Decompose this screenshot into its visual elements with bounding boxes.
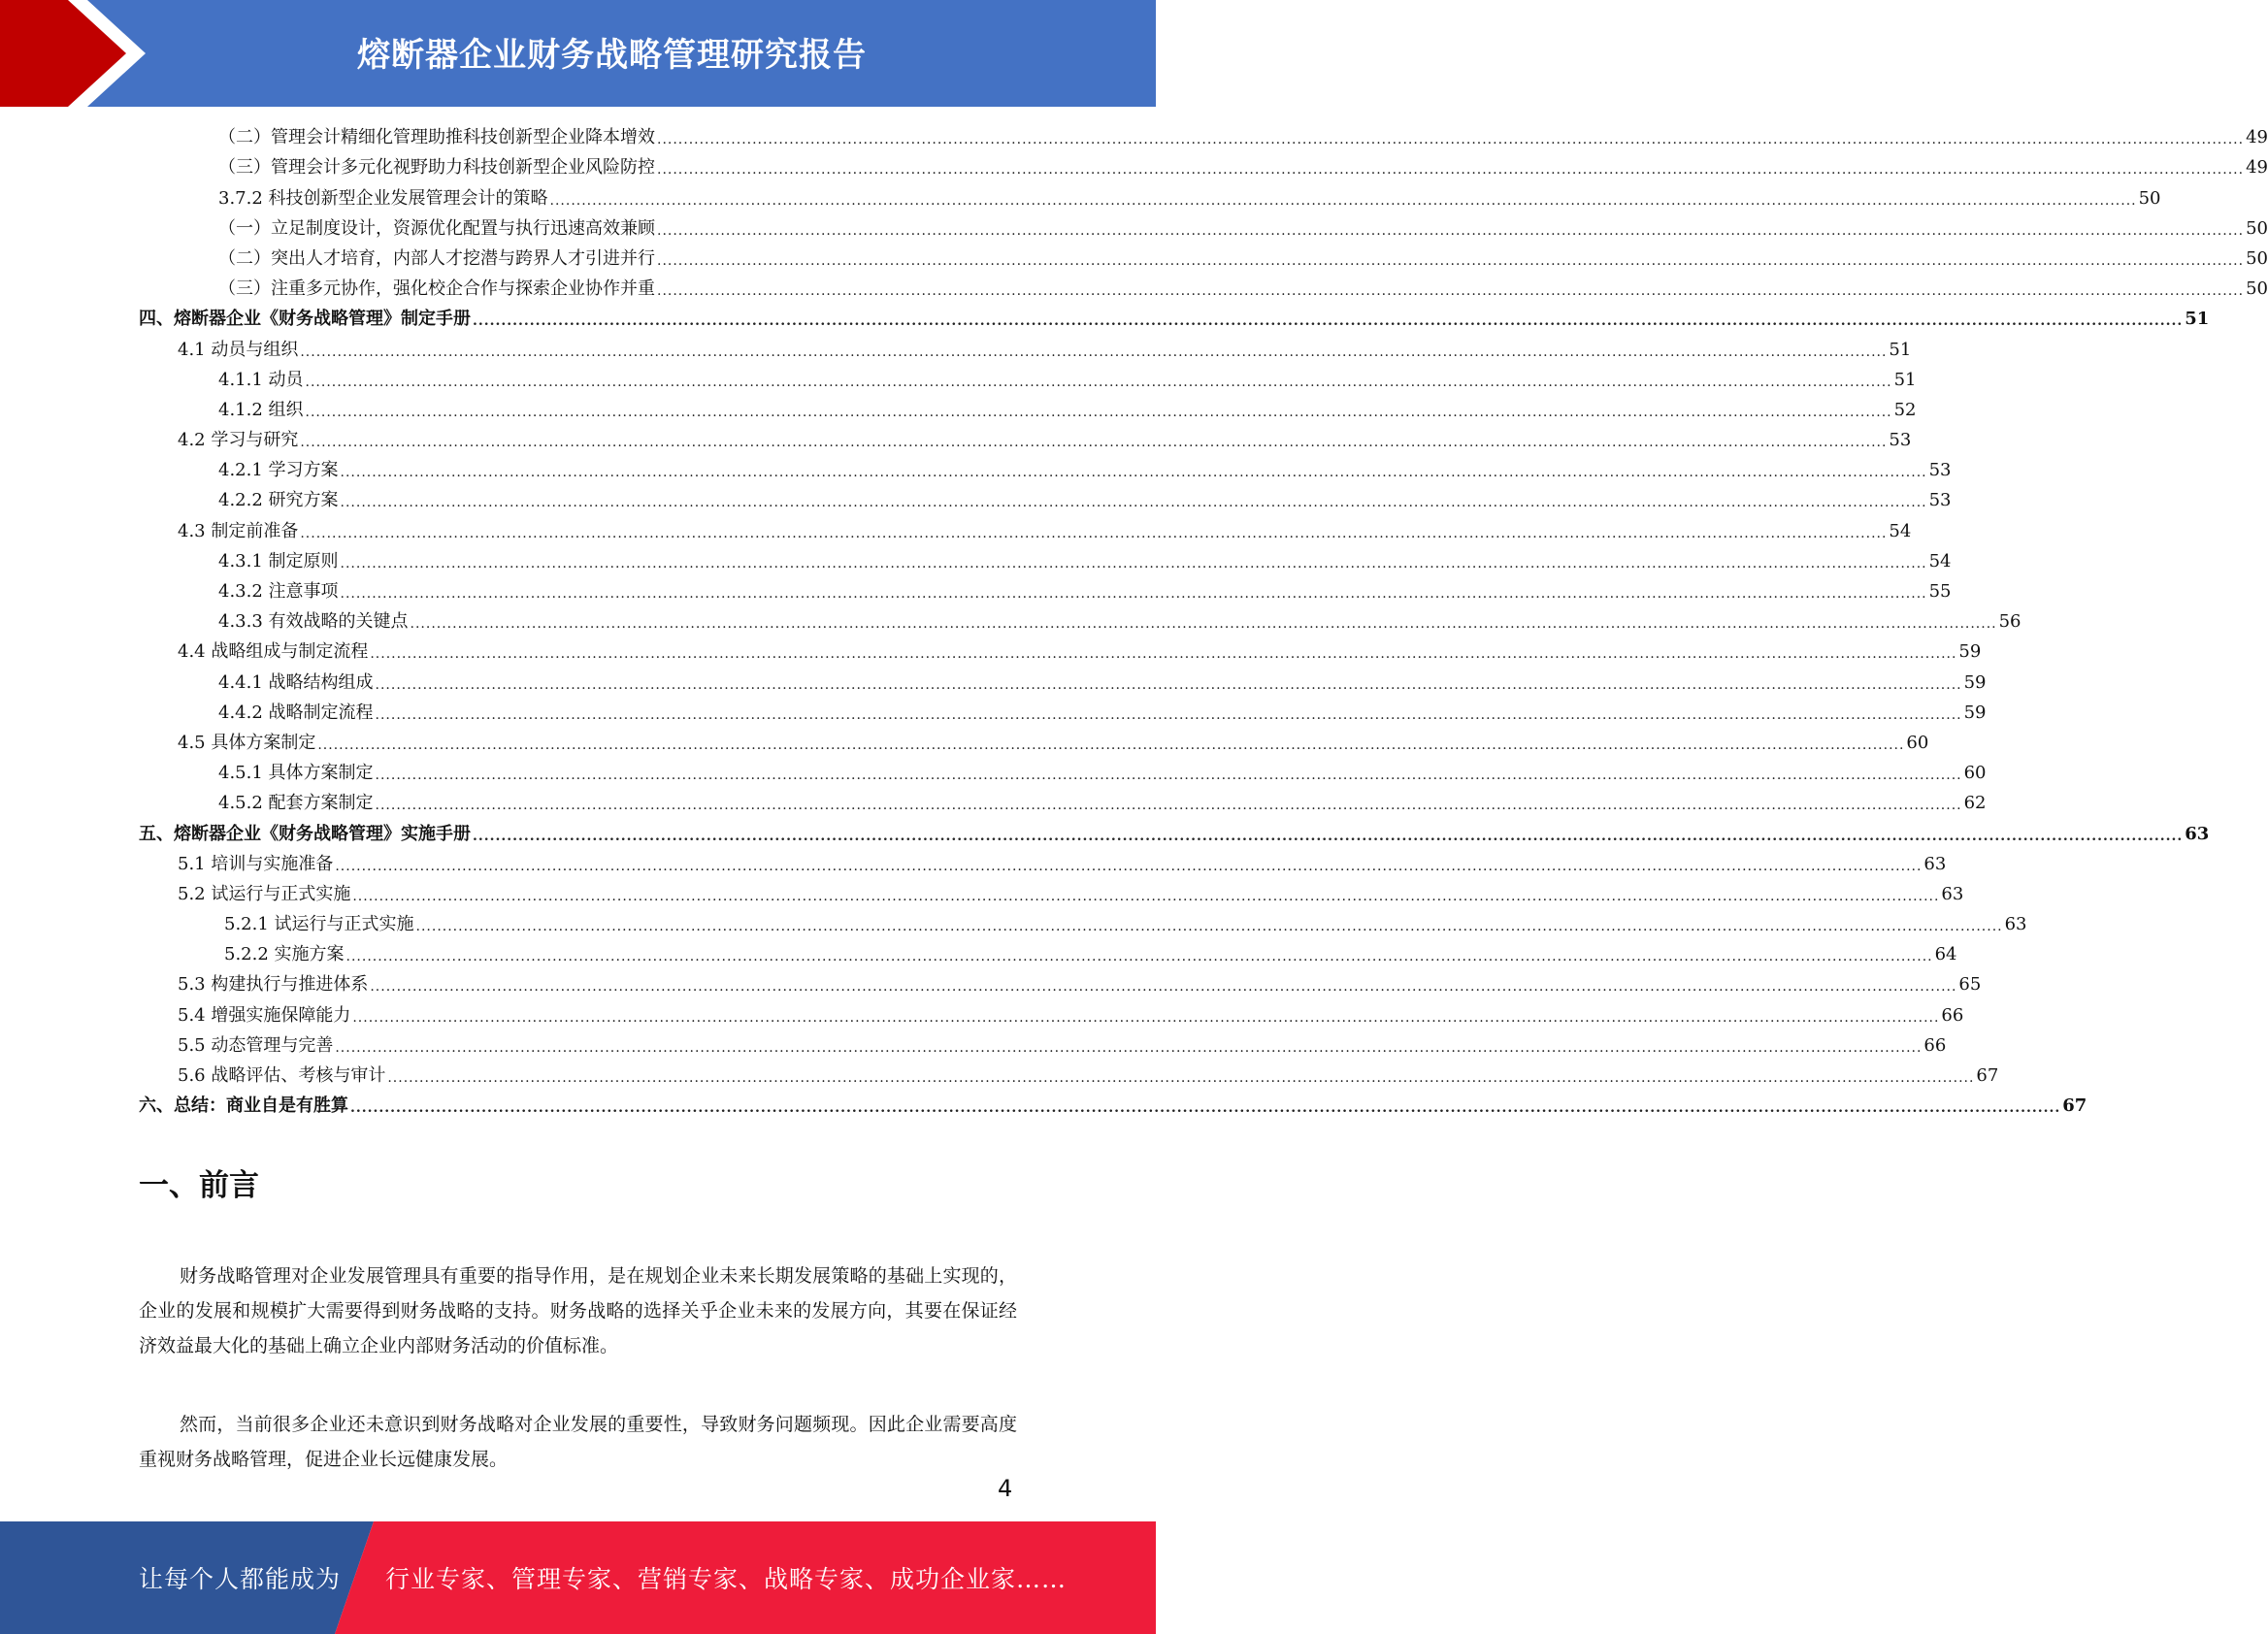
footer-slogan-right: 行业专家、管理专家、营销专家、战略专家、成功企业家……: [385, 1565, 1068, 1593]
toc-entry-title: 5.5 动态管理与完善: [178, 1034, 334, 1056]
toc-entry-title: （二）突出人才培育，内部人才挖潜与跨界人才引进并行: [218, 247, 655, 269]
toc-entry-title: 4.3.1 制定原则: [218, 550, 339, 572]
toc-dot-leader: ............................................................................................................................................................................................................................................................................................................: [340, 465, 1927, 481]
toc-entry-page: 52: [1893, 399, 1917, 420]
toc-entry-page: 53: [1889, 430, 1912, 451]
page-number: 4: [998, 1475, 1013, 1502]
toc-entry-title: 5.1 培训与实施准备: [178, 853, 334, 874]
toc-entry-page: 59: [1963, 702, 1987, 723]
toc-dot-leader: ............................................................................................................................................................................................................................................................................................................: [375, 676, 1962, 693]
toc-entry[interactable]: [139, 365, 1917, 395]
toc-entry-page: 67: [2062, 1095, 2087, 1117]
toc-entry-title: 5.2 试运行与正式实施: [178, 883, 351, 904]
toc-entry-title: 五、熔断器企业《财务战略管理》实施手册: [139, 823, 471, 844]
toc-entry-title: 4.1 动员与组织: [178, 339, 299, 360]
toc-dot-leader: ............................................................................................................................................................................................................................................................................................................: [352, 1009, 1940, 1026]
toc-dot-leader: ............................................................................................................................................................................................................................................................................................................: [657, 162, 2245, 179]
toc-entry-page: 60: [1963, 763, 1987, 784]
toc-entry[interactable]: [139, 576, 1952, 606]
toc-entry-title: 3.7.2 科技创新型企业发展管理会计的策略: [218, 187, 548, 209]
toc-entry-page: 65: [1958, 974, 1982, 996]
toc-entry[interactable]: [139, 334, 1912, 364]
toc-entry-page: 63: [1923, 853, 1947, 874]
toc-dot-leader: ............................................................................................................................................................................................................................................................................................................: [352, 888, 1940, 904]
toc-entry-page: 50: [2246, 278, 2268, 300]
toc-entry-page: 51: [1889, 339, 1912, 360]
toc-entry[interactable]: [139, 698, 1987, 728]
toc-entry-page: 63: [1941, 883, 1964, 904]
header-title: 熔断器企业财务战略管理研究报告: [357, 35, 867, 75]
toc-entry-page: 50: [2246, 217, 2268, 239]
toc-entry-title: 4.5.1 具体方案制定: [218, 763, 374, 784]
toc-dot-leader: ............................................................................................................................................................................................................................................................................................................: [350, 1100, 2061, 1117]
toc-entry-page: 59: [1963, 671, 1987, 693]
page-footer: [0, 1521, 1156, 1634]
toc-entry[interactable]: [139, 909, 2027, 939]
toc-entry-title: 4.5 具体方案制定: [178, 732, 316, 753]
toc-dot-leader: ............................................................................................................................................................................................................................................................................................................: [340, 495, 1927, 511]
toc-entry[interactable]: [139, 849, 1947, 879]
toc-entry[interactable]: [139, 515, 1912, 545]
toc-entry-page: 64: [1934, 944, 1957, 965]
toc-entry-title: 5.6 战略评估、考核与审计: [178, 1065, 386, 1086]
toc-entry-title: 4.5.2 配套方案制定: [218, 793, 374, 814]
toc-entry[interactable]: [139, 879, 1964, 909]
toc-entry-title: 5.2.1 试运行与正式实施: [224, 914, 414, 935]
toc-entry[interactable]: [139, 182, 2161, 212]
toc-entry-page: 51: [2185, 309, 2210, 330]
toc-dot-leader: ............................................................................................................................................................................................................................................................................................................: [410, 616, 1997, 633]
toc-dot-leader: ............................................................................................................................................................................................................................................................................................................: [370, 646, 1957, 663]
toc-entry-page: 53: [1928, 490, 1952, 511]
toc-entry-title: 4.4.1 战略结构组成: [218, 671, 374, 693]
toc-entry-title: 4.1.1 动员: [218, 369, 304, 390]
toc-entry-title: 5.3 构建执行与推进体系: [178, 974, 369, 996]
toc-entry-title: 六、总结：商业自是有胜算: [139, 1095, 348, 1117]
toc-dot-leader: ............................................................................................................................................................................................................................................................................................................: [317, 736, 1905, 753]
toc-entry-page: 50: [2138, 187, 2161, 209]
toc-entry-page: 53: [1928, 460, 1952, 481]
toc-entry-page: 63: [2004, 914, 2027, 935]
toc-entry[interactable]: [139, 758, 1987, 788]
toc-entry[interactable]: [139, 788, 1987, 818]
toc-entry-title: （二）管理会计精细化管理助推科技创新型企业降本增效: [218, 127, 655, 148]
toc-entry-page: 56: [1998, 611, 2021, 633]
toc-entry[interactable]: [139, 999, 1964, 1029]
toc-dot-leader: ............................................................................................................................................................................................................................................................................................................: [305, 374, 1892, 390]
toc-entry-title: 4.3.2 注意事项: [218, 581, 339, 602]
toc-dot-leader: ............................................................................................................................................................................................................................................................................................................: [305, 404, 1892, 420]
toc-entry[interactable]: [139, 213, 2268, 244]
toc-entry[interactable]: [139, 606, 2021, 637]
toc-entry-title: 4.4.2 战略制定流程: [218, 702, 374, 723]
toc-entry[interactable]: [139, 455, 1952, 485]
toc-entry[interactable]: [139, 728, 1929, 758]
toc-entry-page: 66: [1941, 1004, 1964, 1026]
toc-entry-title: 四、熔断器企业《财务战略管理》制定手册: [139, 309, 471, 330]
toc-entry-title: 4.2.1 学习方案: [218, 460, 339, 481]
toc-entry-page: 49: [2246, 157, 2268, 179]
toc-entry-title: （三）管理会计多元化视野助力科技创新型企业风险防控: [218, 157, 655, 179]
toc-dot-leader: ............................................................................................................................................................................................................................................................................................................: [375, 798, 1962, 814]
toc-entry[interactable]: [139, 274, 2268, 304]
toc-entry-page: 66: [1923, 1034, 1947, 1056]
toc-dot-leader: ............................................................................................................................................................................................................................................................................................................: [387, 1070, 1975, 1086]
toc-dot-leader: ............................................................................................................................................................................................................................................................................................................: [345, 949, 1933, 965]
toc-entry-page: 63: [2185, 823, 2210, 844]
toc-dot-leader: ............................................................................................................................................................................................................................................................................................................: [300, 525, 1888, 541]
toc-entry-title: 5.4 增强实施保障能力: [178, 1004, 351, 1026]
toc-dot-leader: ............................................................................................................................................................................................................................................................................................................: [335, 1039, 1923, 1056]
toc-dot-leader: ............................................................................................................................................................................................................................................................................................................: [300, 343, 1888, 360]
toc-entry[interactable]: [139, 939, 1957, 969]
toc-entry-page: 59: [1958, 641, 1982, 663]
toc-dot-leader: ............................................................................................................................................................................................................................................................................................................: [657, 222, 2245, 239]
toc-dot-leader: ............................................................................................................................................................................................................................................................................................................: [549, 192, 2137, 209]
toc-dot-leader: ............................................................................................................................................................................................................................................................................................................: [415, 919, 2003, 935]
toc-entry-title: 4.3 制定前准备: [178, 520, 299, 541]
footer-slogan-left: 让每个人都能成为: [139, 1565, 342, 1593]
toc-dot-leader: ............................................................................................................................................................................................................................................................................................................: [657, 283, 2245, 300]
body-paragraph-2: 然而，当前很多企业还未意识到财务战略对企业发展的重要性，导致财务问题频现。因此企业需要高度重视财务战略管理，促进企业长远健康发展。: [139, 1414, 1017, 1470]
toc-entry-title: 5.2.2 实施方案: [224, 944, 345, 965]
toc-dot-leader: ............................................................................................................................................................................................................................................................................................................: [657, 132, 2245, 148]
toc-entry[interactable]: [139, 969, 1982, 999]
toc-entry[interactable]: [139, 1091, 2087, 1121]
toc-entry-page: 62: [1963, 793, 1987, 814]
toc-entry[interactable]: [139, 637, 1982, 667]
toc-dot-leader: ............................................................................................................................................................................................................................................................................................................: [473, 828, 2184, 844]
toc-entry-page: 54: [1928, 550, 1952, 572]
toc-entry-title: （三）注重多元协作，强化校企合作与探索企业协作并重: [218, 278, 655, 300]
toc-entry-page: 49: [2246, 127, 2268, 148]
toc-entry[interactable]: [139, 485, 1952, 515]
toc-entry-title: 4.2 学习与研究: [178, 430, 299, 451]
toc-dot-leader: ............................................................................................................................................................................................................................................................................................................: [370, 979, 1957, 996]
toc-dot-leader: ............................................................................................................................................................................................................................................................................................................: [335, 858, 1923, 874]
toc-entry[interactable]: [139, 1061, 1999, 1091]
toc-entry-page: 51: [1893, 369, 1917, 390]
toc-dot-leader: ............................................................................................................................................................................................................................................................................................................: [340, 586, 1927, 602]
toc-entry-page: 60: [1906, 732, 1929, 753]
toc-entry-page: 67: [1976, 1065, 1999, 1086]
toc-entry-title: 4.1.2 组织: [218, 399, 304, 420]
toc-entry[interactable]: [139, 818, 2210, 848]
toc-entry[interactable]: [139, 304, 2210, 334]
toc-entry-page: 54: [1889, 520, 1912, 541]
toc-entry-page: 55: [1928, 581, 1952, 602]
toc-entry-page: 50: [2246, 247, 2268, 269]
toc-dot-leader: ............................................................................................................................................................................................................................................................................................................: [340, 555, 1927, 572]
toc-entry-title: 4.4 战略组成与制定流程: [178, 641, 369, 663]
toc-dot-leader: ............................................................................................................................................................................................................................................................................................................: [657, 252, 2245, 269]
page-header: [0, 0, 1156, 107]
section-title: 一、前言: [139, 1168, 259, 1203]
toc-entry[interactable]: [139, 244, 2268, 274]
table-of-contents: [139, 122, 2268, 1121]
body-paragraph-1: 财务战略管理对企业发展管理具有重要的指导作用，是在规划企业未来长期发展策略的基础上实现的，企业的发展和规模扩大需要得到财务战略的支持。财务战略的选择关乎企业未来的发展方向，其要在保证经济效益最大化的基础上确立企业内部财务活动的价值标准。: [139, 1265, 1017, 1356]
toc-dot-leader: ............................................................................................................................................................................................................................................................................................................: [375, 768, 1962, 784]
toc-entry[interactable]: [139, 395, 1917, 425]
toc-entry[interactable]: [139, 667, 1987, 697]
toc-entry[interactable]: [139, 152, 2268, 182]
toc-entry[interactable]: [139, 1030, 1947, 1061]
toc-dot-leader: ............................................................................................................................................................................................................................................................................................................: [300, 435, 1888, 451]
toc-entry-title: 4.2.2 研究方案: [218, 490, 339, 511]
toc-entry[interactable]: [139, 425, 1912, 455]
toc-entry[interactable]: [139, 546, 1952, 576]
toc-entry-title: 4.3.3 有效战略的关键点: [218, 611, 409, 633]
toc-dot-leader: ............................................................................................................................................................................................................................................................................................................: [375, 706, 1962, 723]
toc-entry[interactable]: [139, 122, 2268, 152]
toc-entry-title: （一）立足制度设计，资源优化配置与执行迅速高效兼顾: [218, 217, 655, 239]
toc-dot-leader: ............................................................................................................................................................................................................................................................................................................: [473, 313, 2184, 330]
